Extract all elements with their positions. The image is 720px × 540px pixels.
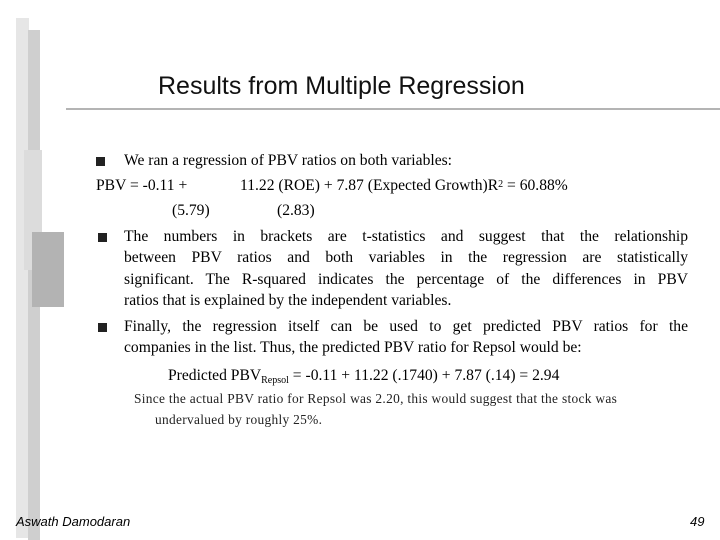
prediction-formula	[168, 365, 559, 389]
note-line: Since the actual PBV ratio for Repsol was 2.20, this would suggest that the stock was	[134, 391, 618, 406]
bullet-2-line: between PBV ratios and both variables in the regression are statistically	[124, 249, 688, 267]
bullet-3-line: companies in the list. Thus, the predicted PBV ratio for Repsol would be:	[124, 339, 582, 357]
bullet-2-line: significant. The R-squared indicates the percentage of the differences in PBV	[124, 270, 688, 288]
bullet-2-line: The numbers in brackets are t-statistics and suggest that the relationship	[124, 228, 688, 245]
prediction-prefix: Predicted PBV	[168, 367, 262, 384]
equation-lhs: PBV = -0.11 +	[96, 177, 188, 194]
bullet-marker-2	[98, 233, 107, 242]
bullet-1-text: We ran a regression of PBV ratios on both variables:	[124, 152, 453, 169]
slide-title: Results from Multiple Regression	[158, 72, 525, 100]
prediction-subscript: Repsol	[261, 375, 289, 386]
equation-superscript: 2	[498, 179, 504, 190]
page-number: 49	[690, 514, 705, 529]
equation-rhs	[240, 175, 568, 197]
conclusion-note	[134, 388, 694, 430]
bullet-2-line: ratios that is explained by the independent variables.	[124, 291, 452, 309]
equation-rsquared: = 60.88%	[503, 177, 568, 194]
decor-bar-dark	[32, 232, 64, 307]
bullet-2-text	[124, 226, 688, 311]
bullet-3-line: Finally, the regression itself can be used to get predicted PBV ratios for the	[124, 318, 688, 335]
bullet-3-text	[124, 316, 688, 359]
prediction-value: = -0.11 + 11.22 (.1740) + 7.87 (.14) = 2.94	[288, 367, 560, 384]
bullet-marker-3	[98, 323, 107, 332]
equation-rhs-text: 11.22 (ROE) + 7.87 (Expected Growth)R	[240, 177, 499, 194]
tstat-growth: (2.83)	[277, 202, 315, 219]
title-underline	[66, 108, 720, 110]
footer-author: Aswath Damodaran	[16, 514, 131, 529]
tstat-roe: (5.79)	[172, 202, 210, 219]
note-line: undervalued by roughly 25%.	[155, 412, 323, 427]
bullet-marker-1	[96, 157, 105, 166]
